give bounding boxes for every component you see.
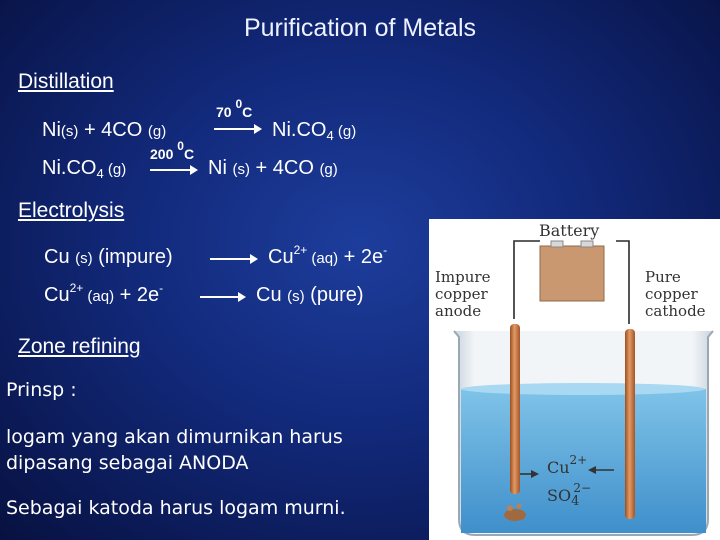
zone-refining-line2: dipasang sebagai ANODA xyxy=(6,452,249,474)
electrolysis-eq1-arrow xyxy=(210,258,256,260)
distillation-eq1-arrow xyxy=(214,128,260,130)
electrolysis-eq1-left: Cu (s) (impure) xyxy=(44,246,173,268)
electrolysis-eq1-right: $Cu^{2+}$ (aq) + 2e- xyxy=(268,243,388,268)
distillation-eq2-arrow xyxy=(150,169,196,171)
distillation-eq2-right: Ni (s) + 4CO (g) xyxy=(208,157,338,179)
distillation-eq1-left: Ni(s) + 4CO (g) xyxy=(42,119,167,141)
distillation-eq1-right: $Ni.CO_4$ (g) xyxy=(272,119,357,143)
electrolysis-cell-figure xyxy=(429,219,720,540)
zone-refining-line1: logam yang akan dimurnikan harus xyxy=(6,426,343,448)
prinsip-label: Prinsp : xyxy=(6,379,77,401)
cathode-label: Pure copper cathode xyxy=(645,268,706,320)
distillation-eq2-left: $Ni.CO_4$ (g) xyxy=(42,157,127,181)
electrolysis-heading: Electrolysis xyxy=(18,199,125,222)
electrolysis-eq2-arrow xyxy=(200,296,244,298)
distillation-eq2-condition: 200 $^0$C xyxy=(150,139,195,162)
cu-ion-label: $Cu^{2+}$ xyxy=(547,453,588,477)
zone-refining-line3: Sebagai katoda harus logam murni. xyxy=(6,497,346,519)
anode-label: Impure copper anode xyxy=(435,268,491,320)
electrolysis-eq2-right: Cu (s) (pure) xyxy=(256,284,364,306)
battery-label: Battery xyxy=(539,221,600,240)
distillation-heading: Distillation xyxy=(18,70,114,93)
slide-title: Purification of Metals xyxy=(243,14,477,42)
distillation-eq1-condition: 70 $^0$C xyxy=(216,97,253,120)
electrolysis-eq2-left: $Cu^{2+}$ (aq) + 2e- xyxy=(44,281,164,306)
sulfate-ion-label: $SO_4^{2-}$ xyxy=(547,481,592,509)
zone-refining-heading: Zone refining xyxy=(18,335,141,358)
